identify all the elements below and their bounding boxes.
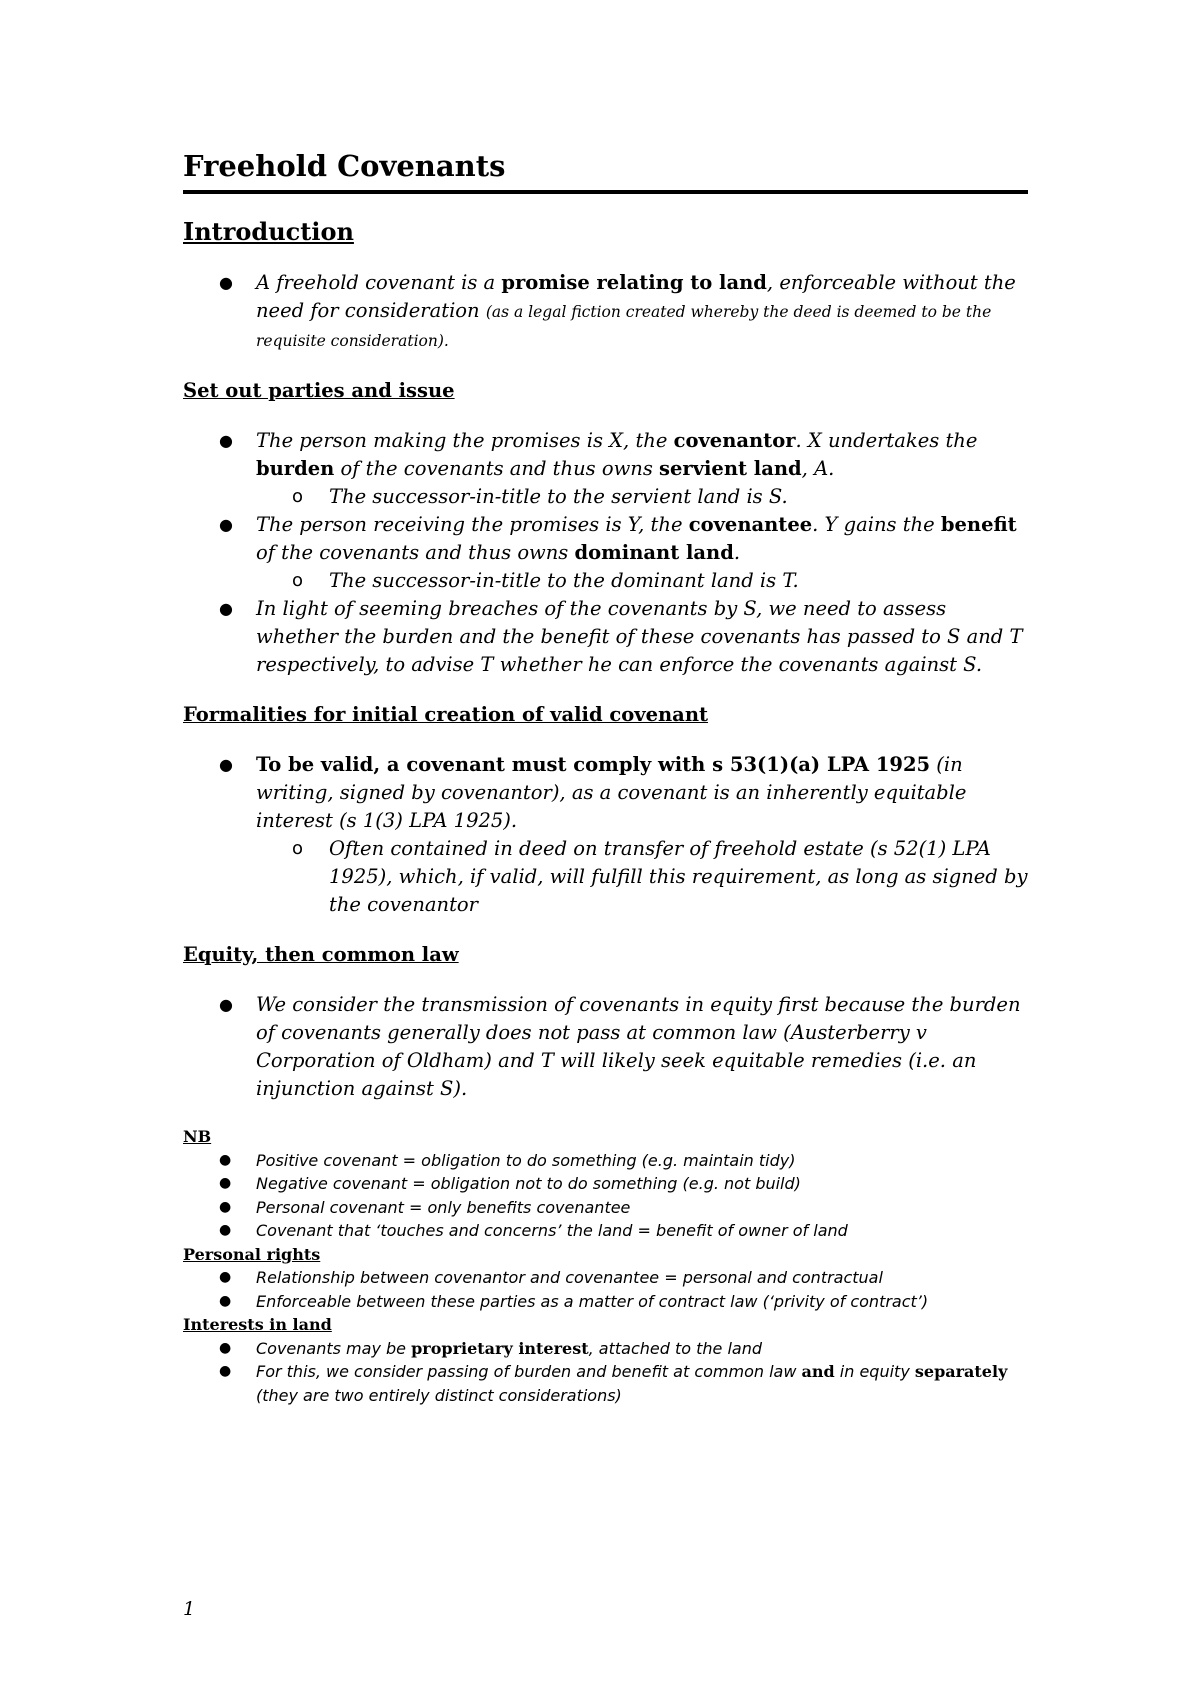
heading-interests-in-land: Interests in land (183, 1315, 332, 1334)
bullet-icon: ● (219, 431, 233, 450)
sub-list (183, 483, 1028, 511)
list-item: ● To be valid, a covenant must comply with s 53(1)(a) LPA 1925 (in writing, signed by covenantor), as a covenant is an inherently equitable interest (s 1(3) LPA 1925). o Often contained in deed on transfer of freehold estate (s 52(1) LPA 1925), which, if valid, will fulfill this requirement, as long as signed by the covenantor (183, 751, 1028, 919)
heading-introduction: Introduction (183, 217, 354, 246)
sub-list (183, 567, 1028, 595)
list-item: ● For this, we consider passing of burden and benefit at common law and in equity separately (they are two entirely distinct considerations) (219, 1362, 1008, 1405)
list-item: ● Covenants may be proprietary interest, attached to the land (183, 1337, 1028, 1361)
list-item: ● The person receiving the promises is Y, the covenantee. Y gains the benefit of the covenants and thus owns dominant land. o The successor-in-title to the dominant land is T. (183, 511, 1028, 595)
heading-nb: NB (183, 1127, 212, 1146)
personal-rights-list (183, 1266, 1028, 1313)
formalities-list (183, 751, 1028, 919)
circle-bullet-icon: o (292, 486, 304, 507)
document-title: Freehold Covenants (183, 146, 1028, 194)
heading-personal-rights: Personal rights (183, 1244, 321, 1264)
page-content (183, 146, 1028, 1407)
list-item: ● Covenant that ‘touches and concerns’ the land = benefit of owner of land (183, 1219, 1028, 1243)
nb-list (183, 1149, 1028, 1243)
list-item: ● Negative covenant = obligation not to do something (e.g. not build) (183, 1172, 1028, 1196)
parties-list (183, 427, 1028, 679)
list-item: ● We consider the transmission of covenants in equity first because the burden of covenants generally does not pass at common law (Austerberry v Corporation of Oldham) and T will likely seek equitable remedies (i.e. an injunction against S). (219, 993, 1021, 1100)
bullet-icon: ● (219, 599, 233, 618)
list-item: ● The person making the promises is X, the covenantor. X undertakes the burden of the covenants and thus owns servient land, A. o The successor-in-title to the servient land is S. (183, 427, 1028, 511)
bullet-icon: ● (219, 1198, 232, 1215)
sub-list (183, 835, 1028, 919)
sub-list-item: o The successor-in-title to the servient land is S. (183, 483, 1028, 511)
list-item: ● Enforceable between these parties as a matter of contract law (‘privity of contract’) (183, 1290, 1028, 1314)
list-item: ● Personal covenant = only benefits covenantee (183, 1196, 1028, 1220)
list-item: ● Relationship between covenantor and covenantee = personal and contractual (183, 1266, 1028, 1290)
bullet-icon: ● (219, 1363, 232, 1379)
bullet-icon: ● (219, 1175, 232, 1191)
bullet-icon: ● (219, 273, 233, 292)
interests-list (183, 1337, 1028, 1408)
intro-list (183, 269, 1028, 355)
bullet-icon: ● (219, 515, 233, 534)
heading-formalities: Formalities for initial creation of valid covenant (183, 703, 709, 726)
bullet-icon: ● (219, 1269, 232, 1285)
list-item: ● In light of seeming breaches of the covenants by S, we need to assess whether the burden and the benefit of these covenants has passed to S and T respectively, to advise T whether he can enforce the covenants against S. (219, 597, 1023, 676)
bullet-icon: ● (219, 755, 233, 774)
sub-list-item: o Often contained in deed on transfer of freehold estate (s 52(1) LPA 1925), which, if valid, will fulfill this requirement, as long as signed by the covenantor (292, 837, 1028, 916)
bullet-icon: ● (219, 1151, 232, 1168)
list-item: ● Positive covenant = obligation to do something (e.g. maintain tidy) (183, 1149, 1028, 1173)
bullet-icon: ● (219, 995, 233, 1014)
heading-parties: Set out parties and issue (183, 379, 455, 402)
heading-equity: Equity, then common law (183, 943, 459, 966)
list-item: ● A freehold covenant is a promise relating to land, enforceable without the need for consideration (as a legal fiction created whereby the deed is deemed to be the requisite consideration). (219, 271, 1016, 350)
bullet-icon: ● (219, 1222, 232, 1238)
circle-bullet-icon: o (292, 838, 304, 859)
bullet-icon: ● (219, 1292, 232, 1309)
page-number: 1 (183, 1598, 196, 1620)
bullet-icon: ● (219, 1339, 232, 1356)
circle-bullet-icon: o (292, 570, 304, 591)
sub-list-item: o The successor-in-title to the dominant land is T. (183, 567, 1028, 595)
equity-list (183, 991, 1028, 1103)
